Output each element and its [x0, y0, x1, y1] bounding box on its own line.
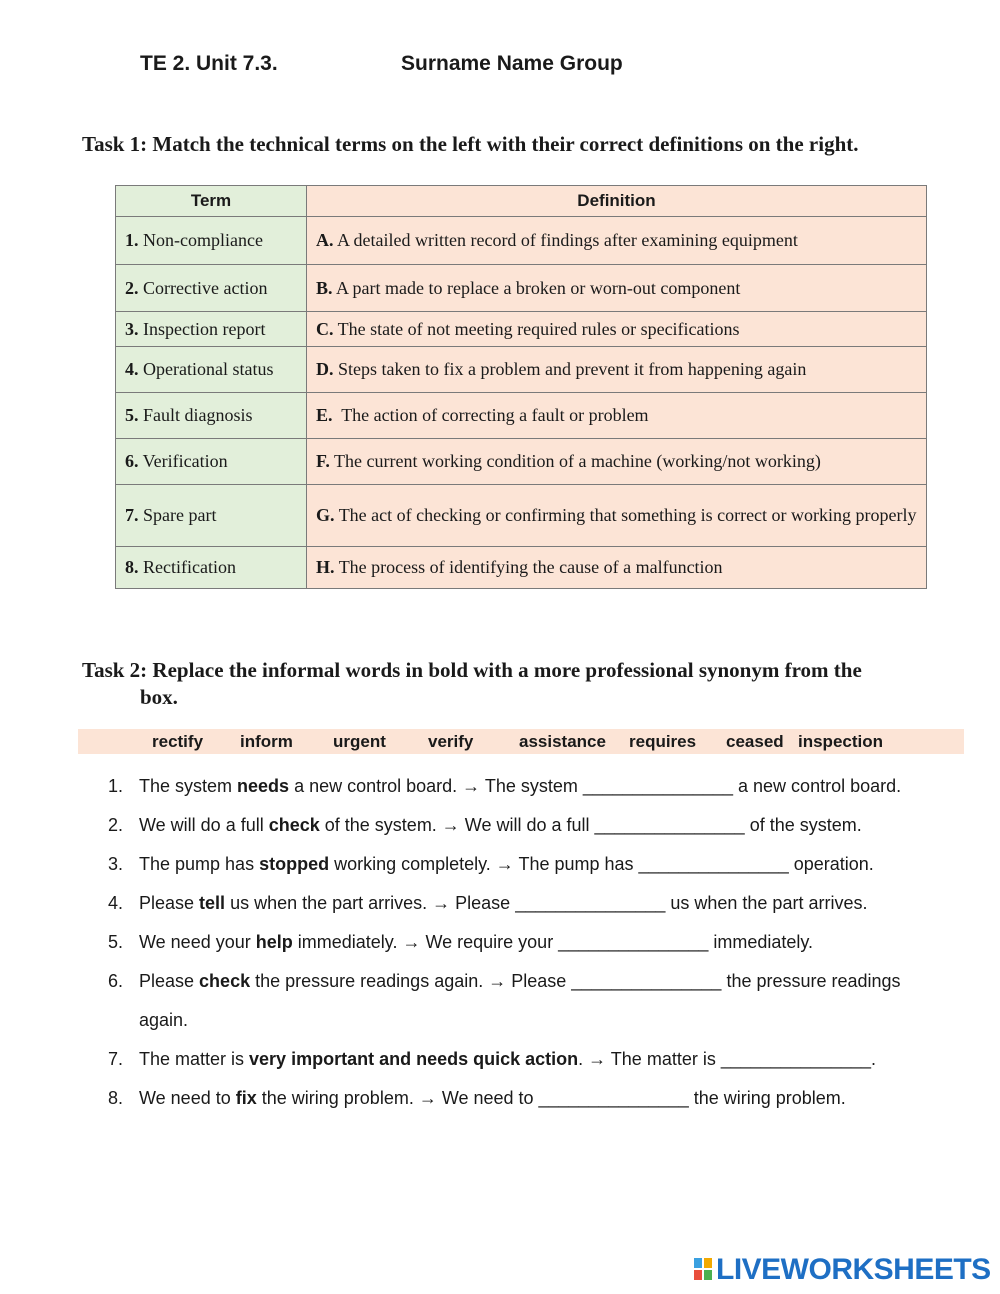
- definition-cell[interactable]: D. Steps taken to fix a problem and prevent it from happening again: [307, 347, 927, 393]
- word-box-item[interactable]: rectify: [152, 732, 204, 751]
- table-row: [116, 217, 927, 265]
- word-box-item[interactable]: inspection: [798, 732, 884, 751]
- term-cell[interactable]: 5. Fault diagnosis: [116, 393, 307, 439]
- term-cell[interactable]: 4. Operational status: [116, 347, 307, 393]
- term-cell[interactable]: 3. Inspection report: [116, 312, 307, 347]
- word-box-item[interactable]: requires: [629, 732, 697, 751]
- task2-title: [82, 657, 952, 711]
- term-column-header: Term: [116, 186, 307, 217]
- table-header-row: [116, 186, 927, 217]
- sentence-text[interactable]: We will do a full check of the system. → We will do a full _______________ of the system.: [139, 815, 862, 835]
- definition-cell[interactable]: C. The state of not meeting required rules or specifications: [307, 312, 927, 347]
- term-cell[interactable]: 1. Non-compliance: [116, 217, 307, 265]
- term-cell[interactable]: 2. Corrective action: [116, 265, 307, 312]
- word-box-item[interactable]: urgent: [333, 732, 386, 751]
- term-cell[interactable]: 8. Rectification: [116, 547, 307, 589]
- sentence-text[interactable]: The matter is very important and needs quick action. → The matter is _______________.: [139, 1049, 876, 1069]
- sentence-text[interactable]: We need your help immediately. → We require your _______________ immediately.: [139, 932, 814, 952]
- matching-table: [115, 185, 927, 589]
- definition-cell[interactable]: A. A detailed written record of findings after examining equipment: [307, 217, 927, 265]
- table-row: [116, 439, 927, 485]
- table-row: [116, 547, 927, 589]
- word-box-item[interactable]: inform: [240, 732, 293, 751]
- sentence-text[interactable]: We need to fix the wiring problem. → We need to _______________ the wiring problem.: [139, 1088, 846, 1108]
- definition-cell[interactable]: E. The action of correcting a fault or problem: [307, 393, 927, 439]
- task1-title: Task 1: Match the technical terms on the left with their correct definitions on the right.: [82, 132, 859, 156]
- definition-cell[interactable]: H. The process of identifying the cause of a malfunction: [307, 547, 927, 589]
- table-row: [116, 312, 927, 347]
- sentence-text[interactable]: The pump has stopped working completely. → The pump has _______________ operation.: [139, 854, 874, 874]
- sentence-text-continued[interactable]: again.: [139, 1010, 189, 1030]
- term-cell[interactable]: 7. Spare part: [116, 485, 307, 547]
- table-row: [116, 265, 927, 312]
- task2-title-line2: box.: [140, 685, 178, 709]
- word-box-item[interactable]: ceased: [726, 732, 784, 751]
- table-row: [116, 485, 927, 547]
- definition-cell[interactable]: G. The act of checking or confirming that something is correct or working properly: [307, 485, 927, 547]
- definition-cell[interactable]: F. The current working condition of a machine (working/not working): [307, 439, 927, 485]
- definition-column-header: Definition: [307, 186, 927, 217]
- sentence-text[interactable]: Please check the pressure readings again. → Please _______________ the pressure readings: [139, 971, 901, 991]
- word-box-item[interactable]: assistance: [519, 732, 606, 751]
- term-cell[interactable]: 6. Verification: [116, 439, 307, 485]
- sentence-text[interactable]: The system needs a new control board. → The system _______________ a new control board.: [139, 776, 902, 796]
- page-header: [140, 52, 623, 76]
- sentence-text[interactable]: Please tell us when the part arrives. → Please _______________ us when the part arrives.: [139, 893, 868, 913]
- unit-label: TE 2. Unit 7.3.: [140, 52, 278, 75]
- word-box-item[interactable]: verify: [428, 732, 474, 751]
- table-row: [116, 347, 927, 393]
- student-name-label: Surname Name Group: [401, 52, 623, 75]
- table-row: [116, 393, 927, 439]
- word-box: [78, 729, 964, 754]
- definition-cell[interactable]: B. A part made to replace a broken or worn-out component: [307, 265, 927, 312]
- logo-icon: [694, 1258, 712, 1280]
- task2-title-line1: Task 2: Replace the informal words in bold with a more professional synonym from the: [82, 658, 862, 682]
- logo-text: LIVEWORKSHEETS: [716, 1253, 991, 1286]
